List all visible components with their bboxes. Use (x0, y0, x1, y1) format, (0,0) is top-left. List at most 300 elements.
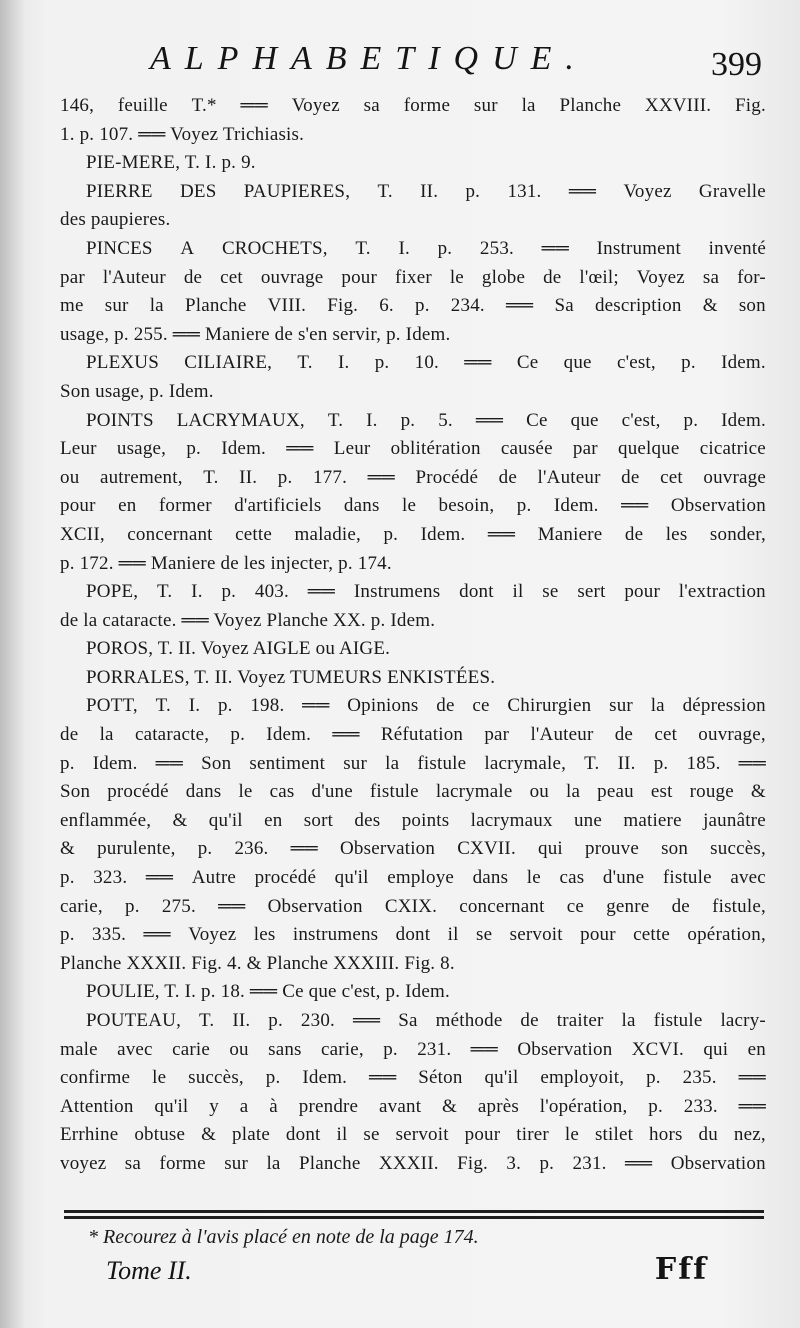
index-word: le (449, 266, 464, 288)
index-word: ══ (464, 352, 492, 374)
index-word: 233. (683, 1095, 718, 1117)
index-word: p. (683, 409, 699, 431)
index-word: de (621, 466, 640, 488)
index-word: p. (60, 924, 75, 946)
index-line (60, 664, 766, 693)
index-word: XXXII. (378, 1152, 439, 1174)
index-word: le (238, 781, 253, 803)
index-word: méthode (435, 1010, 503, 1031)
index-word: traiter (556, 1010, 604, 1031)
index-line (60, 750, 766, 779)
index-word: cas (269, 781, 295, 803)
index-word: p. (197, 838, 213, 860)
index-word: qu'il (208, 809, 243, 831)
index-word: 231. (417, 1038, 452, 1060)
index-word: Observation (670, 495, 766, 517)
index-word: 234. (450, 295, 485, 317)
index-word: ══ (367, 466, 395, 488)
index-line (60, 264, 766, 293)
signature-mark: Fff (654, 1252, 708, 1287)
index-word: sur (473, 95, 498, 116)
index-word: ══ (475, 409, 504, 431)
index-word: Fig. (735, 95, 766, 116)
index-word: & (442, 1095, 458, 1117)
index-word: POTT, (86, 695, 138, 717)
index-word: son (661, 838, 689, 860)
index-word: lacrymale, (484, 752, 567, 774)
index-word: cet (220, 266, 243, 288)
index-word: p. (648, 1095, 663, 1117)
index-word: Observation (670, 1152, 766, 1174)
index-word: Observation (517, 1038, 613, 1060)
index-word: ══ (470, 1038, 498, 1060)
index-word: dans (343, 495, 380, 517)
index-line (60, 235, 766, 264)
index-word: Gravelle (698, 180, 766, 202)
index-word: nez, (733, 1124, 766, 1146)
index-word: & (172, 809, 188, 831)
index-word: p. (681, 352, 696, 374)
index-word: de (543, 266, 562, 288)
index-word: p. (374, 352, 390, 374)
index-word: lacrymaux (470, 809, 553, 831)
index-word: ce (472, 695, 490, 717)
index-word: T. (157, 581, 173, 603)
index-word: sonder, (709, 523, 766, 545)
index-word: est (650, 781, 673, 803)
index-word: 198. (250, 695, 285, 717)
index-word: PIERRE (86, 180, 153, 202)
index-word: prouve (585, 838, 639, 860)
index-word: 10. (414, 352, 439, 374)
index-word: sans (268, 1038, 302, 1060)
index-word: globe (481, 266, 526, 288)
index-line (60, 721, 766, 750)
index-word: Instrument (596, 237, 681, 259)
index-word: sort (303, 809, 334, 831)
index-line-text: Planche XXXII. Fig. 4. & Planche XXXIII. Fig. 8. (60, 952, 455, 974)
index-word: servoit (509, 924, 563, 946)
index-word: concernant (459, 895, 545, 917)
index-word: cataracte, (134, 724, 210, 746)
index-word: T. (355, 237, 371, 259)
index-word: 185. (686, 752, 721, 774)
index-line (60, 635, 766, 664)
index-word: sa (363, 95, 380, 116)
index-word: ══ (145, 867, 174, 889)
index-word: Opinions (347, 695, 419, 717)
index-word: ══ (332, 724, 360, 746)
index-word: p. (415, 295, 430, 317)
index-word: y (209, 1095, 219, 1117)
index-word: description (594, 295, 682, 317)
index-word: Idem. (266, 724, 312, 746)
index-word: Sa (398, 1010, 418, 1031)
index-word: Ce (526, 409, 548, 431)
index-word: XXVIII. (644, 95, 712, 116)
index-word: Procédé (415, 466, 479, 488)
index-word: cette (235, 523, 272, 545)
index-word: T. (198, 1010, 215, 1031)
index-word: 3. (506, 1152, 522, 1174)
index-word: la (566, 781, 581, 803)
index-word: p. (516, 495, 532, 517)
index-word: Idem. (302, 1067, 348, 1089)
index-word: qu'il (484, 1067, 519, 1089)
index-word: 231. (572, 1152, 607, 1174)
index-word: Ce (516, 352, 539, 374)
index-line (60, 607, 766, 636)
index-word: sur (343, 752, 368, 774)
index-word: p. (265, 1067, 281, 1089)
index-word: p. (60, 867, 75, 889)
index-word: la (266, 1152, 281, 1174)
index-word: instrumens (292, 924, 379, 946)
index-word: p. (653, 752, 669, 774)
index-word: succès, (188, 1067, 244, 1089)
index-word: ouvrage (260, 266, 324, 288)
index-word: la (149, 295, 164, 317)
index-word: les (665, 523, 688, 545)
index-word: usage, (116, 438, 167, 460)
index-word: ══ (738, 1067, 766, 1089)
index-word: 5. (438, 409, 453, 431)
index-word: servoit (395, 1124, 449, 1146)
index-word: c'est, (616, 352, 656, 374)
index-word: Observation (267, 895, 363, 917)
index-line (60, 550, 766, 579)
index-line (60, 492, 766, 521)
index-word: feuille (117, 95, 168, 116)
index-word: ══ (352, 1010, 381, 1031)
index-word: c'est, (621, 409, 661, 431)
index-word: POUTEAU, (86, 1010, 182, 1031)
index-word: 230. (300, 1010, 335, 1031)
index-word: ══ (625, 1152, 653, 1174)
index-word: il (512, 581, 524, 603)
index-word: Idem. (420, 523, 466, 545)
index-word: en (747, 1038, 766, 1060)
index-word: CILIAIRE, (184, 352, 273, 374)
index-line (60, 893, 766, 922)
index-word: sentiment (249, 752, 326, 774)
index-word: carie (172, 1038, 210, 1060)
index-word: pour (624, 581, 660, 603)
index-word: 335. (92, 924, 127, 946)
index-word: forme (403, 95, 451, 116)
index-word: ══ (568, 180, 597, 202)
index-word: par (484, 724, 510, 746)
index-word: & (750, 781, 766, 803)
footnote-rule (64, 1210, 764, 1220)
index-word: & (201, 1124, 217, 1146)
index-line (60, 407, 766, 436)
index-word: Planche (184, 295, 247, 317)
index-word: T. (327, 409, 344, 431)
index-word: de (624, 523, 644, 545)
index-word: T. (203, 466, 219, 488)
index-word: pour (580, 924, 616, 946)
index-word: employoit, (540, 1067, 625, 1089)
index-word: la (521, 95, 536, 116)
index-word: ══ (738, 1095, 766, 1117)
index-word: ou (229, 1038, 249, 1060)
index-word: d'une (602, 867, 645, 889)
index-word: de (671, 895, 690, 917)
index-word: avec (730, 867, 766, 889)
index-word: causée (500, 438, 553, 460)
index-word: confirme (60, 1067, 131, 1089)
index-word: Planche (559, 95, 622, 116)
index-word: 235. (682, 1067, 717, 1089)
index-word: lacry- (720, 1010, 766, 1031)
index-word: Idem. (92, 752, 138, 774)
index-word: que (570, 409, 599, 431)
index-word: 253. (479, 237, 514, 259)
index-word: p. (383, 523, 399, 545)
index-word: la (99, 724, 114, 746)
index-word: 177. (312, 466, 348, 488)
index-line-text: POROS, T. II. Voyez AIGLE ou AIGE. (86, 638, 391, 660)
index-word: male (60, 1038, 98, 1060)
index-word: cet (654, 724, 678, 746)
index-line-text: usage, p. 255. ══ Maniere de s'en servir, p. Idem. (60, 323, 451, 345)
index-word: stilet (594, 1124, 634, 1146)
index-word: procédé (254, 867, 317, 889)
index-word: fixer (394, 266, 432, 288)
index-word: sert (577, 581, 606, 603)
index-line (60, 378, 766, 407)
index-word: Autre (191, 867, 236, 889)
index-word: Maniere (537, 523, 603, 545)
index-word: peau (597, 781, 634, 803)
index-word: ouvrage (703, 466, 766, 488)
index-word: sa (702, 266, 720, 288)
index-word: Voyez (291, 95, 340, 116)
index-word: hors (649, 1124, 683, 1146)
index-word: Son (60, 781, 91, 803)
volume-label: Tome II. (106, 1256, 192, 1285)
index-word: par (572, 438, 598, 460)
index-line-text: POULIE, T. I. p. 18. ══ Ce que c'est, p. Idem. (86, 981, 450, 1003)
index-line (60, 978, 766, 1007)
index-word: Instrumens (353, 581, 441, 603)
index-line (60, 178, 766, 207)
index-word: cet (660, 466, 683, 488)
index-word: de (60, 724, 79, 746)
index-word: ou (60, 466, 80, 488)
index-word: fistule (662, 867, 712, 889)
index-line (60, 1150, 766, 1179)
footnote: * Recourez à l'avis placé en note de la page 174. (88, 1226, 479, 1248)
index-word: p. (217, 695, 233, 717)
index-word: I. (337, 352, 350, 374)
index-word: Idem. (721, 352, 766, 374)
index-word: Idem. (553, 495, 599, 517)
index-word: le (152, 1067, 167, 1089)
index-word: II. (239, 466, 258, 488)
index-word: for- (737, 266, 766, 288)
index-word: p. (268, 1010, 283, 1031)
index-word: qu'il (334, 867, 369, 889)
index-word: ══ (290, 838, 318, 860)
index-word: dont (395, 924, 431, 946)
index-word: sur (104, 295, 129, 317)
index-word: dans (472, 867, 509, 889)
index-word: ══ (505, 295, 534, 317)
index-word: succès, (710, 838, 766, 860)
index-word: T.* (191, 95, 217, 116)
index-word: quelque (618, 438, 680, 460)
index-word: points (401, 809, 450, 831)
index-line (60, 778, 766, 807)
index-line-text: de la cataracte. ══ Voyez Planche XX. p. Idem. (60, 609, 436, 631)
index-word: de (183, 266, 203, 288)
index-word: cette (633, 924, 671, 946)
index-word: ══ (307, 581, 336, 603)
index-word: de (520, 1010, 539, 1031)
index-word: forme (159, 1152, 206, 1174)
index-word: pour (464, 1124, 501, 1146)
index-word: avant (379, 1095, 422, 1117)
index-word: opération, (687, 924, 766, 946)
index-line-text: p. 172. ══ Maniere de les injecter, p. 174. (60, 552, 392, 574)
index-word: A (180, 237, 195, 259)
index-word: Fig. (457, 1152, 489, 1174)
index-word: 6. (379, 295, 394, 317)
index-word: ══ (218, 895, 246, 917)
index-word: il (447, 924, 459, 946)
index-word: avec (117, 1038, 153, 1060)
index-word: autrement, (99, 466, 183, 488)
index-word: qui (538, 838, 563, 860)
index-line-text: 1. p. 107. ══ Voyez Trichiasis. (60, 123, 305, 145)
running-head: ALPHABETIQUE. (150, 40, 588, 77)
index-word: carie, (320, 1038, 364, 1060)
index-line (60, 1121, 766, 1150)
page-number: 399 (711, 46, 762, 83)
index-word: VIII. (267, 295, 307, 317)
index-word: la (650, 695, 665, 717)
index-line-text: PORRALES, T. II. Voyez TUMEURS ENKISTÉES. (86, 666, 496, 688)
index-word: 323. (93, 867, 128, 889)
index-word: XCVI. (631, 1038, 684, 1060)
index-line (60, 692, 766, 721)
index-word: fistule (653, 1010, 703, 1031)
index-word: Attention (60, 1095, 134, 1117)
index-word: T. (155, 695, 171, 717)
index-word: le (526, 867, 541, 889)
index-word: voyez (60, 1152, 107, 1174)
index-line (60, 1007, 766, 1036)
index-line (60, 950, 766, 979)
index-line (60, 921, 766, 950)
index-word: la (385, 752, 400, 774)
index-word: II. (420, 180, 439, 202)
index-word: p. (221, 581, 237, 603)
index-word: 131. (507, 180, 542, 202)
index-word: ══ (738, 752, 766, 774)
index-word: Voyez (623, 180, 672, 202)
index-word: cas (559, 867, 585, 889)
index-word: par (60, 266, 85, 288)
index-word: en (264, 809, 283, 831)
index-word: se (363, 1124, 380, 1146)
index-word: ══ (286, 438, 314, 460)
index-word: ══ (240, 95, 268, 116)
index-word: p. (186, 438, 201, 460)
index-line (60, 1036, 766, 1065)
index-word: sur (224, 1152, 249, 1174)
index-word: de (498, 466, 517, 488)
index-word: l'opération, (539, 1095, 628, 1117)
index-word: POINTS (86, 409, 154, 431)
index-word: le (564, 1124, 579, 1146)
index-word: p. (125, 895, 140, 917)
index-word: que (563, 352, 592, 374)
index-word: p. (230, 724, 246, 746)
index-word: Observation (340, 838, 436, 860)
index-word: jaunâtre (703, 809, 766, 831)
index-word: du (698, 1124, 718, 1146)
index-word: la (621, 1010, 636, 1031)
index-word: Réfutation (380, 724, 464, 746)
index-word: carie, (60, 895, 103, 917)
index-word: p. (383, 1038, 398, 1060)
index-word: 236. (234, 838, 269, 860)
index-word: Leur (60, 438, 97, 460)
index-word: dont (459, 581, 494, 603)
index-word: ce (566, 895, 585, 917)
index-word: de (436, 695, 455, 717)
index-word: sa (124, 1152, 142, 1174)
index-word: ══ (143, 924, 171, 946)
index-line (60, 121, 766, 150)
index-word: I. (366, 409, 378, 431)
index-word: II. (617, 752, 636, 774)
index-word: enflammée, (60, 809, 152, 831)
index-word: obtuse (134, 1124, 186, 1146)
index-line (60, 835, 766, 864)
index-word: PLEXUS (86, 352, 159, 374)
index-word: p. (437, 237, 453, 259)
index-word: tirer (516, 1124, 549, 1146)
index-word: II. (232, 1010, 251, 1031)
index-word: p. (60, 752, 75, 774)
index-line (60, 807, 766, 836)
index-word: p. (277, 466, 293, 488)
index-word: dans (185, 781, 222, 803)
page-header (60, 38, 762, 88)
index-line (60, 206, 766, 235)
index-word: 275. (161, 895, 196, 917)
index-word: se (542, 581, 559, 603)
index-word: 403. (254, 581, 289, 603)
index-line (60, 321, 766, 350)
index-word: DES (179, 180, 217, 202)
index-word: Voyez (188, 924, 237, 946)
index-word: ══ (369, 1067, 397, 1089)
index-word: d'une (311, 781, 353, 803)
index-word: dont (285, 1124, 321, 1146)
index-word: concernant (127, 523, 213, 545)
index-word: me (60, 295, 84, 317)
index-word: XCII, (60, 523, 105, 545)
index-word: pour (341, 266, 378, 288)
index-word: après (477, 1095, 519, 1117)
index-word: matiere (623, 809, 682, 831)
index-word: CXIX. (384, 895, 438, 917)
